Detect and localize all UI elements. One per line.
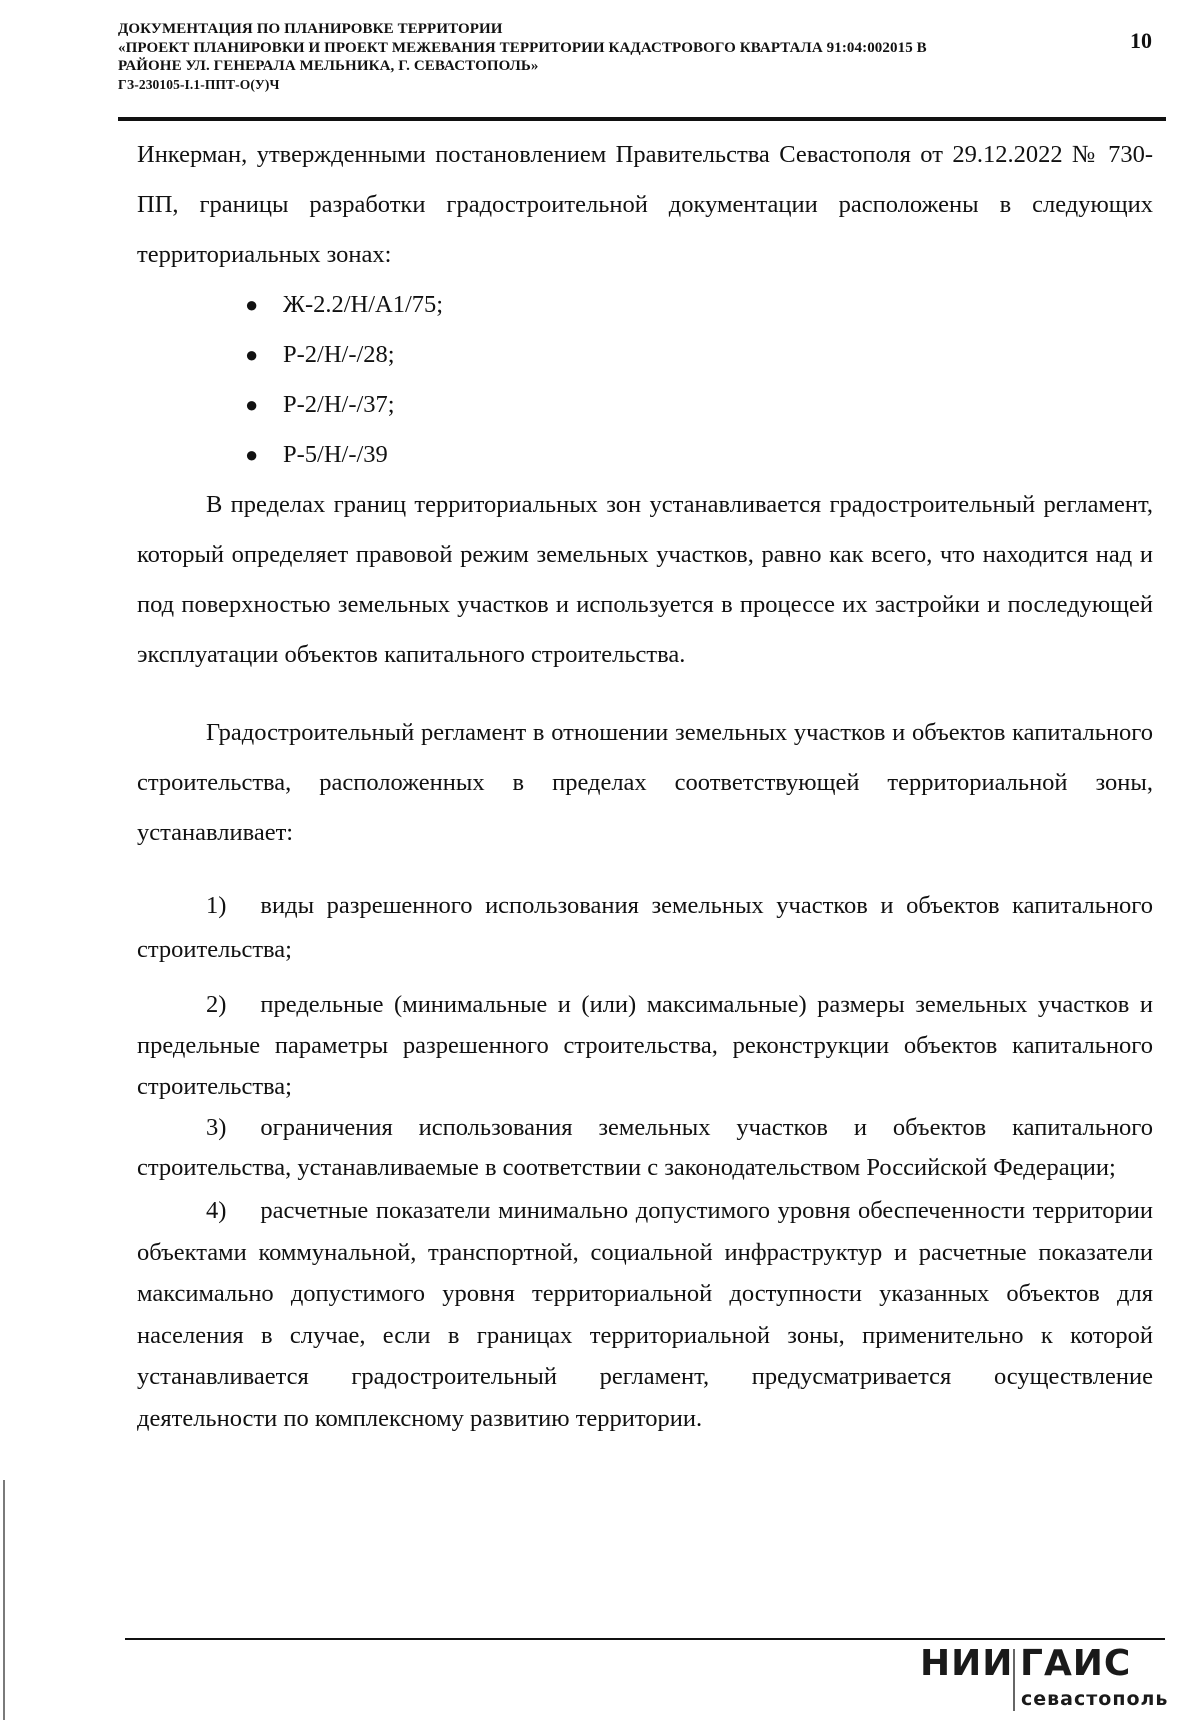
item-number: 3) [206,1114,227,1141]
list-item [137,430,1153,480]
numbered-item-4 [137,1190,1153,1439]
intro-paragraph: Инкерман, утвержденными постановлением Правительства Севастополя от 29.12.2022 № 730-ПП, границы разработки градостроительной документации расположены в следующих территориальных зонах: [137,141,1153,268]
numbered-item-3 [137,1108,1153,1188]
nii-gais-logo [920,1643,1180,1721]
bullet-icon: ● [245,342,259,367]
bullet-icon: ● [245,392,259,417]
list-item [137,330,1153,380]
document-header [118,20,1058,94]
bullet-icon: ● [245,292,259,317]
zone-code: Р-2/Н/-/28; [283,341,395,368]
bullet-icon: ● [245,442,259,467]
numbered-item-2 [137,984,1153,1107]
logo-separator [1013,1649,1015,1711]
establishes-paragraph: Градостроительный регламент в отношении земельных участков и объектов капитального строительства, расположенных в пределах соответствующей территориальной зоны, устанавливает: [137,719,1153,846]
list-item [137,280,1153,330]
list-item [137,380,1153,430]
zone-code: Ж-2.2/Н/А1/75; [283,291,444,318]
numbered-item-1 [137,884,1153,972]
zone-list [137,280,1153,480]
item-number: 4) [206,1197,227,1224]
header-line-2: «ПРОЕКТ ПЛАНИРОВКИ И ПРОЕКТ МЕЖЕВАНИЯ ТЕРРИТОРИИ КАДАСТРОВОГО КВАРТАЛА 91:04:002015 В [118,39,927,56]
item-text: ограничения использования земельных участков и объектов капитального строительства, устанавливаемые в соответствии с законодательством Российской Федерации; [137,1114,1153,1181]
regulation-paragraph: В пределах границ территориальных зон устанавливается градостроительный регламент, который определяет правовой режим земельных участков, равно как всего, что находится над и под поверхностью земельных участков и используется в процессе их застройки и последующей эксплуатации объектов капитального строительства. [137,491,1153,668]
item-text: виды разрешенного использования земельных участков и объектов капитального строительства; [137,892,1153,963]
zone-code: Р-5/Н/-/39 [283,441,388,468]
scan-edge-line [3,1480,5,1720]
zone-code: Р-2/Н/-/37; [283,391,395,418]
item-number: 1) [206,892,227,919]
header-line-3: РАЙОНЕ УЛ. ГЕНЕРАЛА МЕЛЬНИКА, Г. СЕВАСТОПОЛЬ» [118,58,539,74]
document-body [137,130,1153,1439]
footer-divider [125,1638,1165,1640]
logo-text-nii: НИИ [920,1643,1014,1684]
logo-text-gais: ГАИС [1020,1643,1132,1684]
item-text: предельные (минимальные и (или) максимальные) размеры земельных участков и предельные параметры разрешенного строительства, реконструкции объектов капитального строительства; [137,991,1153,1100]
item-text: расчетные показатели минимально допустимого уровня обеспеченности территории объектами коммунальной, транспортной, социальной инфраструктур и расчетные показатели максимально допустимого уровня территориальной доступности указанных объектов для населения в случае, если в границах территориальной зоны, применительно к которой устанавливается градостроительный регламент, предусматривается осуществление деятельности по комплексному развитию территории. [137,1197,1153,1432]
header-line-1: ДОКУМЕНТАЦИЯ ПО ПЛАНИРОВКЕ ТЕРРИТОРИИ [118,21,503,37]
page-number: 10 [1130,28,1152,53]
document-code: ГЗ-230105-I.1-ППТ-О(У)Ч [118,76,280,92]
item-number: 2) [206,991,227,1018]
header-divider [118,117,1166,121]
logo-text-city: севастополь [1021,1688,1169,1710]
